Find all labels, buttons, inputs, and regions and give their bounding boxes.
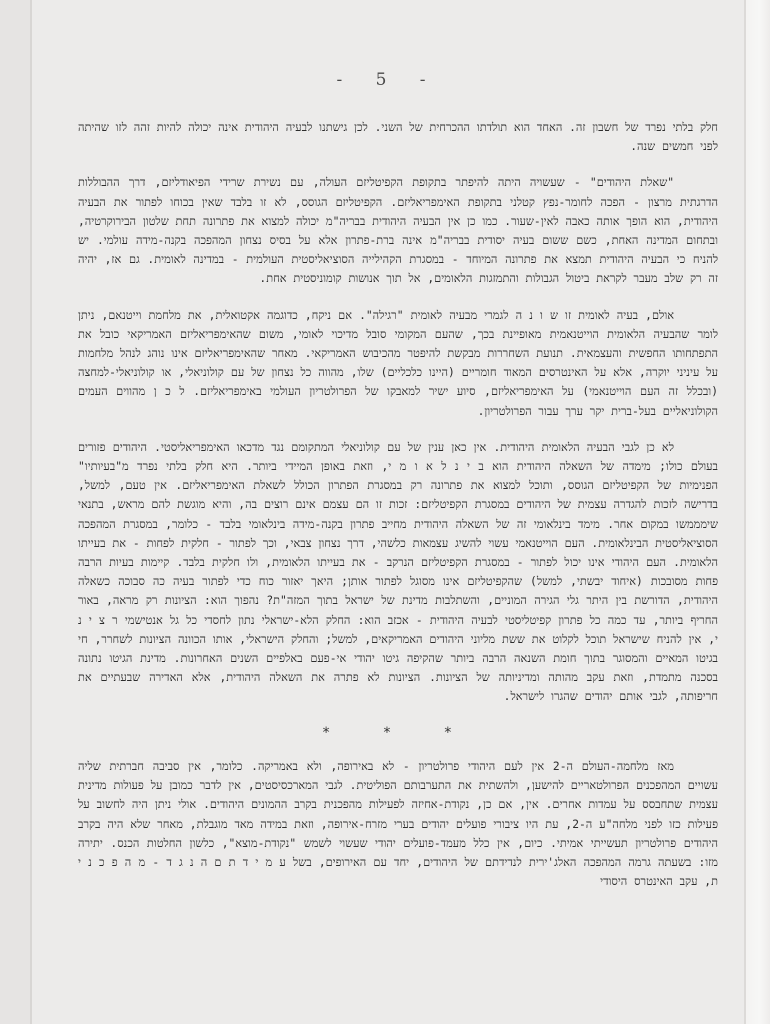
paragraph-1: חלק בלתי נפרד של חשבון זה. האחד הוא תולדתו ההכרחית של השני. לכן גישתנו לבעיה היהודית אינה יכולה להיות זהה לזו שהיתה לפני חמשים שנה. bbox=[78, 121, 718, 154]
body-text bbox=[78, 118, 718, 908]
paragraph-2: "שאלת היהודים" - שעשויה היתה להיפתר בתקופת הקפיטליזם העולה, עם נשירת שרידי הפיאודליזם, דרך ההבוללות הדרגתית מרצון - הפכה לחומר-נפץ קטלני בתקופת האימפריאליזם. הקפיטליזם הגוסס, לא זו בלבד שאין בכוחו לפתור את הבעיה היהודית, הוא הופך אותה כאבה לאין-שעור. כמו כן אין הבעיה היהודית בבריה"מ יכולה למצוא את פתרונה תחת שלטון הבירוקרטיה, ובתחום המדינה האחת, כשם ששום בעיה יסודית בבריה"מ אינה ברת-פתרון אלא על בסיס נצחון המהפכה בקנה-מידה עולמי. יש להניח כי הבעיה היהודית תמצא את פתרונה המיוחד - במסגרת הקהילייה הסוציאליסטית העולמית - במדינה לאומית. גם אז, יהיה זה רק שלב מעבר לקראת ביטול הגבולות והתמזגות הלאומים, אל תוך אנושות קומוניסטית אחת. bbox=[78, 176, 718, 286]
document-page bbox=[32, 0, 744, 1024]
paragraph-5: מאז מלחמה-העולם ה-2 אין לעם היהודי פרולטריון - לא באירופה, ולא באמריקה. כלומר, אין סביבה חברתית שליה עשויים המהפכנים הפרולטאריים להישען, ולהשתית את התערבותם הפוליטית. לגבי המארכסיסטים, אין לדבר כמובן על פעולות מדינית עצמית שתחבסס על עמדות אחרים. אין, אם כן, נקודת-אחיזה לפעילות מהפכנית בקרב ההמונים היהודים. אולי ניתן היה לחשוב על פעילות כזו לפני מלחה"ע ה-2, עת היו ציבורי פועלים יהודים בערי מזרח-אירופה, וזאת במידה מאד מוגבלת, מאחר שלא היה בקרב היהודים פרולטריון תעשייתי אמיתי. כיום, אין כלל מעמד-פועלים יהודי שעשוי לשמש "נקודת-מוצא", כלשון החלטות הכנס. יתירה מזו: בשעתה גרמה המהפכה האלג'ירית לנדידתם של היהודים, יחד עם האירופים, בשל ע מ י ד ת ם ה נ ג ד - מ ה פ כ נ י ת, עקב האינטרס היסודי bbox=[78, 759, 718, 889]
page-edge bbox=[744, 0, 770, 1024]
section-separator: * * * bbox=[321, 724, 475, 741]
paragraph-3: אולם, בעיה לאומית זו ש ו נ ה לגמרי מבעיה לאומית "רגילה". אם ניקח, כדוגמה אקטואלית, את מלחמת וייטנאם, ניתן לומר שהבעיה הלאומית הוייטנאמית מאופיינת בכך, שהעם המקומי סובל מדיכוי לאומי, משום שהאימפריאליזם האמריקאי כובל את התפתחותו החפשית והעצמאית. תנועת השחררות מבקשת להיפטר מהכיבוש האמריקאי. מאחר שהאימפריאליזם אינו נוהג לנהל מלחמות על עיניני יוקרה, אלא על האינטרסים המאוד חומריים (היינו כלכליים) שלו, מהווה כל נצחון של עם קולוניאלי, או קולוניאלי-למחצה (ובכלל זה העם הוייטנאמי) על האימפריאליזם, סיוע ישיר למאבקו של הפרולטריון העולמי באימפריאליזם. ל כ ן מהווים העמים הקולוניאליים בעל-ברית יקר ערך עבור הפרולטריון. bbox=[78, 308, 718, 418]
page-number: - 5 - bbox=[336, 70, 440, 90]
paragraph-4: לא כן לגבי הבעיה הלאומית היהודית. אין כאן ענין של עם קולוניאלי המתקומם נגד מדכאו האימפריאליסטי. היהודים פזורים בעולם כולו; מימדה של השאלה היהודית הוא ב י נ ל א ו מ י, וזאת באופן המיידי ביותר. היא חלק בלתי נפרד מ"בעיותיו" הפנימיות של הקפיטליזם הגוסס, ותוכל למצוא את פתרונה רק במסגרת הפתרון הכולל לשאלת האימפריאליזם. אין טעם, למשל, בדרישה לזכות להגדרה עצמית של היהודים במסגרת הקפיטליזם: זכות זו הם עצמם אינם רוצים בה, והיא מוגשת להם מראש, בתנאי שימממשו במקום אחר. מימד בינלאומי זה של השאלה היהודית מחייב פתרון בקנה-מידה בינלאומי בלבד - כלומר, במסגרת המהפכה הסוציאליסטית הבינלאומית. העם הוייטנאמי עשוי להשיג עצמאות כלשהי, דרך נצחון צבאי, וכך לפתור - חלקית לפחות - את בעייתו הלאומית. העם היהודי אינו יכול לפתור - במסגרת הקפיטליזם הנרקב - את בעייתו הלאומית, ולו חלקית בלבד. קיימות בעיות הרבה פחות מסובכות (איחוד יבשתי, למשל) שהקפיטליזם אינו מסוגל לפתור אותן; היאך יאזור כוח כדי לפתור בעיה כה סבוכה כשאלה היהודית, הדורשת בין היתר גלי הגירה המוניים, והשתלבות מדינת של ישראל בתוך המזה"ת? נהפוך הוא: הציונות רק מראה, באור החריף ביותר, עד כמה כל פתרון קפיטליסטי לבעיה היהודית - אכזב הוא: החלק הלא-ישראלי נתון לחסדי כל גל אנטישמי ר צ י נ י, אין להניח שישראל תוכל לקלוט את ששת מליוני היהודים האמריקאים, למשל; והחלק הישראלי, אותו הכוונה הציונות לשחרר, חי בגיטו המאיים והמסוגר בתוך חומת השנאה הרבה ביותר שהקיפה גיטו יהודי אי-פעם באלפיים השנים האחרונות. מדינת הגיטו נתונה בסכנה מתמדת, וזאת עקב מהותה ומדיניותה של הציונות. הציונות לא פתרה את השאלה היהודית, אלא האדירה שבעתיים את חריפותה, לגבי אותם יהודים שהגרו לישראל. bbox=[78, 440, 718, 704]
